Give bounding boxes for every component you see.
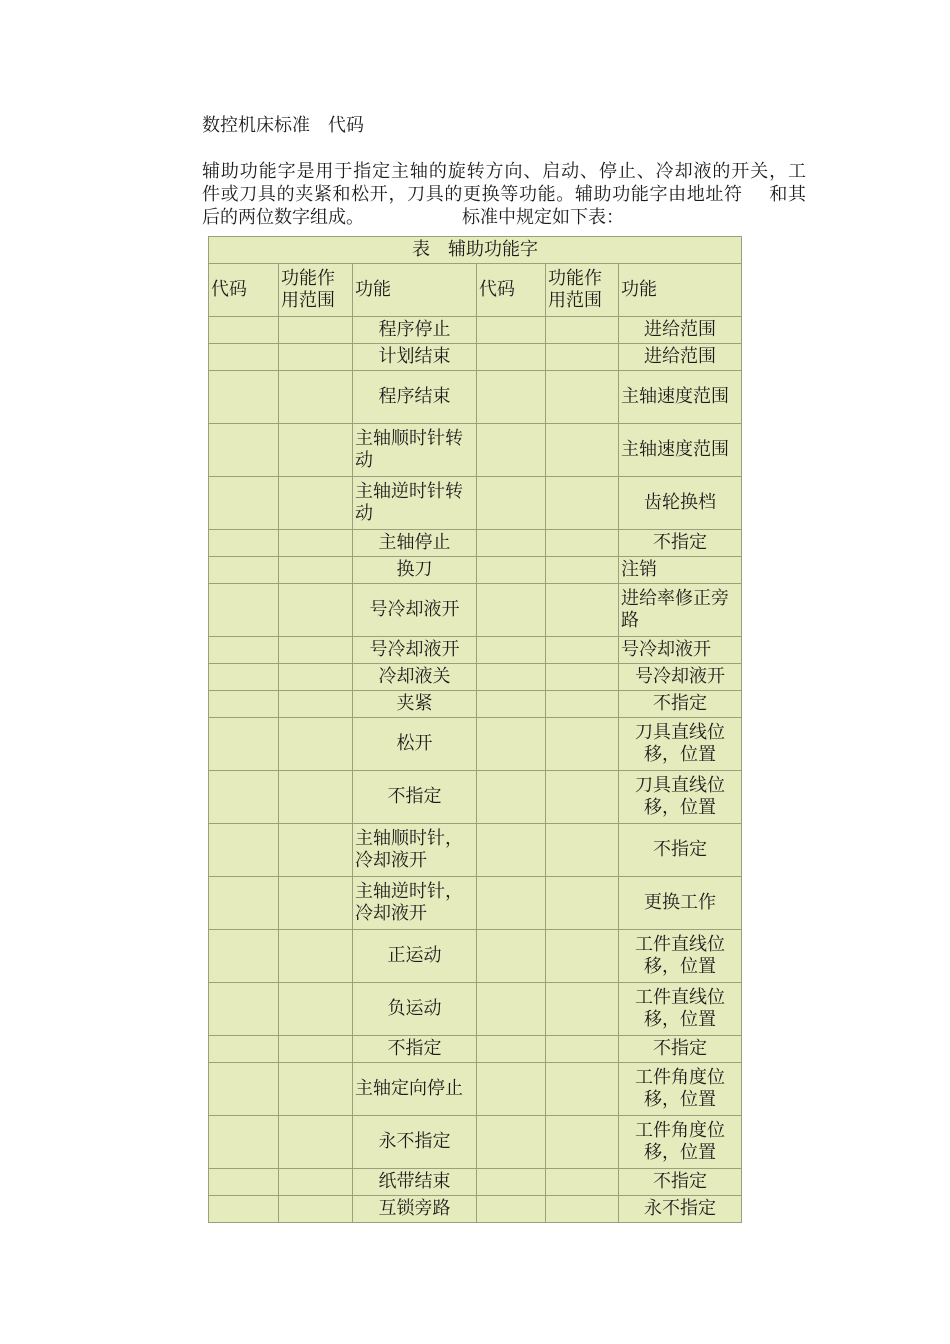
scope-cell bbox=[546, 557, 619, 584]
table-row bbox=[209, 930, 742, 983]
function-cell: 永不指定 bbox=[353, 1116, 477, 1169]
table-row bbox=[209, 771, 742, 824]
code-cell bbox=[209, 983, 279, 1036]
function-cell: 主轴顺时针，冷却液开 bbox=[353, 824, 477, 877]
function-cell: 不指定 bbox=[619, 530, 742, 557]
table-caption: 表 辅助功能字 bbox=[209, 237, 742, 264]
code-cell bbox=[477, 691, 546, 718]
table-row bbox=[209, 983, 742, 1036]
code-cell bbox=[477, 824, 546, 877]
header-code: 代码 bbox=[477, 264, 546, 317]
function-cell: 主轴逆时针转动 bbox=[353, 477, 477, 530]
table-row bbox=[209, 344, 742, 371]
code-cell bbox=[209, 877, 279, 930]
scope-cell bbox=[546, 664, 619, 691]
scope-cell bbox=[279, 317, 353, 344]
function-cell: 号冷却液开 bbox=[619, 664, 742, 691]
table-row bbox=[209, 824, 742, 877]
function-cell: 注销 bbox=[619, 557, 742, 584]
function-cell: 正运动 bbox=[353, 930, 477, 983]
scope-cell bbox=[279, 877, 353, 930]
code-cell bbox=[477, 771, 546, 824]
code-cell bbox=[209, 771, 279, 824]
table-row bbox=[209, 1116, 742, 1169]
scope-cell bbox=[279, 637, 353, 664]
scope-cell bbox=[546, 424, 619, 477]
scope-cell bbox=[546, 584, 619, 637]
code-cell bbox=[477, 1036, 546, 1063]
code-cell bbox=[209, 584, 279, 637]
header-scope: 功能作用范围 bbox=[546, 264, 619, 317]
function-cell: 不指定 bbox=[619, 691, 742, 718]
scope-cell bbox=[546, 1063, 619, 1116]
table-row bbox=[209, 477, 742, 530]
scope-cell bbox=[546, 637, 619, 664]
code-cell bbox=[477, 1063, 546, 1116]
code-cell bbox=[209, 824, 279, 877]
code-cell bbox=[477, 424, 546, 477]
table-row bbox=[209, 1196, 742, 1223]
code-cell bbox=[209, 424, 279, 477]
function-cell: 不指定 bbox=[619, 824, 742, 877]
scope-cell bbox=[279, 691, 353, 718]
function-cell: 主轴定向停止 bbox=[353, 1063, 477, 1116]
code-cell bbox=[209, 530, 279, 557]
function-cell: 纸带结束 bbox=[353, 1169, 477, 1196]
function-cell: 负运动 bbox=[353, 983, 477, 1036]
scope-cell bbox=[279, 424, 353, 477]
code-cell bbox=[477, 983, 546, 1036]
scope-cell bbox=[279, 1036, 353, 1063]
table-row bbox=[209, 530, 742, 557]
function-cell: 永不指定 bbox=[619, 1196, 742, 1223]
scope-cell bbox=[279, 930, 353, 983]
header-scope: 功能作用范围 bbox=[279, 264, 353, 317]
function-cell: 夹紧 bbox=[353, 691, 477, 718]
code-cell bbox=[477, 637, 546, 664]
scope-cell bbox=[546, 718, 619, 771]
code-cell bbox=[477, 877, 546, 930]
function-cell: 松开 bbox=[353, 718, 477, 771]
code-cell bbox=[209, 1169, 279, 1196]
table-row bbox=[209, 691, 742, 718]
scope-cell bbox=[279, 983, 353, 1036]
function-cell: 刀具直线位移，位置 bbox=[619, 771, 742, 824]
header-function: 功能 bbox=[619, 264, 742, 317]
scope-cell bbox=[546, 824, 619, 877]
function-cell: 进给范围 bbox=[619, 317, 742, 344]
function-cell: 不指定 bbox=[619, 1036, 742, 1063]
scope-cell bbox=[546, 771, 619, 824]
table-row bbox=[209, 637, 742, 664]
scope-cell bbox=[546, 930, 619, 983]
code-cell bbox=[477, 930, 546, 983]
function-cell: 号冷却液开 bbox=[619, 637, 742, 664]
scope-cell bbox=[279, 664, 353, 691]
code-cell bbox=[209, 691, 279, 718]
function-cell: 主轴速度范围 bbox=[619, 371, 742, 424]
header-function: 功能 bbox=[353, 264, 477, 317]
scope-cell bbox=[546, 691, 619, 718]
function-cell: 不指定 bbox=[619, 1169, 742, 1196]
scope-cell bbox=[279, 557, 353, 584]
table-row bbox=[209, 1063, 742, 1116]
code-cell bbox=[477, 1169, 546, 1196]
function-cell: 主轴停止 bbox=[353, 530, 477, 557]
intro-line-2: 件或刀具的夹紧和松开，刀具的更换等功能。辅助功能字由地址符 和其 bbox=[202, 184, 807, 205]
scope-cell bbox=[546, 530, 619, 557]
table-row bbox=[209, 1036, 742, 1063]
code-cell bbox=[209, 371, 279, 424]
scope-cell bbox=[279, 344, 353, 371]
code-cell bbox=[477, 557, 546, 584]
table-row bbox=[209, 424, 742, 477]
table-row bbox=[209, 371, 742, 424]
scope-cell bbox=[546, 317, 619, 344]
function-cell: 冷却液关 bbox=[353, 664, 477, 691]
function-cell: 换刀 bbox=[353, 557, 477, 584]
code-cell bbox=[477, 344, 546, 371]
code-cell bbox=[477, 718, 546, 771]
function-cell: 互锁旁路 bbox=[353, 1196, 477, 1223]
code-cell bbox=[209, 930, 279, 983]
function-cell: 号冷却液开 bbox=[353, 637, 477, 664]
function-cell: 进给率修正旁路 bbox=[619, 584, 742, 637]
code-cell bbox=[477, 584, 546, 637]
function-cell: 主轴顺时针转动 bbox=[353, 424, 477, 477]
function-cell: 刀具直线位移，位置 bbox=[619, 718, 742, 771]
function-cell: 程序停止 bbox=[353, 317, 477, 344]
table-row bbox=[209, 557, 742, 584]
code-cell bbox=[477, 664, 546, 691]
intro-paragraph bbox=[202, 160, 806, 229]
function-cell: 主轴速度范围 bbox=[619, 424, 742, 477]
intro-line-3: 后的两位数字组成。 标准中规定如下表： bbox=[202, 207, 624, 228]
function-cell: 工件直线位移，位置 bbox=[619, 930, 742, 983]
scope-cell bbox=[279, 1169, 353, 1196]
scope-cell bbox=[279, 824, 353, 877]
scope-cell bbox=[279, 771, 353, 824]
code-cell bbox=[209, 637, 279, 664]
code-cell bbox=[477, 317, 546, 344]
function-cell: 工件直线位移，位置 bbox=[619, 983, 742, 1036]
scope-cell bbox=[546, 1116, 619, 1169]
function-cell: 齿轮换档 bbox=[619, 477, 742, 530]
scope-cell bbox=[279, 477, 353, 530]
scope-cell bbox=[546, 1169, 619, 1196]
scope-cell bbox=[546, 477, 619, 530]
code-cell bbox=[209, 718, 279, 771]
function-cell: 工件角度位移，位置 bbox=[619, 1063, 742, 1116]
function-cell: 程序结束 bbox=[353, 371, 477, 424]
function-cell: 号冷却液开 bbox=[353, 584, 477, 637]
scope-cell bbox=[546, 1036, 619, 1063]
code-cell bbox=[209, 344, 279, 371]
code-cell bbox=[477, 477, 546, 530]
table-row bbox=[209, 718, 742, 771]
table-row bbox=[209, 584, 742, 637]
function-cell: 工件角度位移，位置 bbox=[619, 1116, 742, 1169]
scope-cell bbox=[546, 983, 619, 1036]
scope-cell bbox=[279, 1196, 353, 1223]
code-cell bbox=[209, 1063, 279, 1116]
code-cell bbox=[477, 371, 546, 424]
table-row bbox=[209, 317, 742, 344]
doc-title: 数控机床标准 代码 bbox=[202, 115, 364, 136]
function-cell: 主轴逆时针，冷却液开 bbox=[353, 877, 477, 930]
scope-cell bbox=[546, 344, 619, 371]
table-row bbox=[209, 664, 742, 691]
scope-cell bbox=[279, 530, 353, 557]
function-cell: 计划结束 bbox=[353, 344, 477, 371]
auxiliary-function-table bbox=[208, 236, 742, 1223]
scope-cell bbox=[279, 371, 353, 424]
scope-cell bbox=[279, 718, 353, 771]
scope-cell bbox=[546, 1196, 619, 1223]
scope-cell bbox=[279, 1116, 353, 1169]
code-cell bbox=[209, 317, 279, 344]
code-cell bbox=[209, 664, 279, 691]
function-cell: 不指定 bbox=[353, 1036, 477, 1063]
function-cell: 进给范围 bbox=[619, 344, 742, 371]
code-cell bbox=[209, 1196, 279, 1223]
code-cell bbox=[209, 557, 279, 584]
scope-cell bbox=[279, 584, 353, 637]
code-cell bbox=[209, 1036, 279, 1063]
code-cell bbox=[477, 530, 546, 557]
table-row bbox=[209, 877, 742, 930]
function-cell: 不指定 bbox=[353, 771, 477, 824]
header-code: 代码 bbox=[209, 264, 279, 317]
scope-cell bbox=[279, 1063, 353, 1116]
code-cell bbox=[477, 1196, 546, 1223]
scope-cell bbox=[546, 877, 619, 930]
code-cell bbox=[477, 1116, 546, 1169]
intro-line-1: 辅助功能字是用于指定主轴的旋转方向、启动、停止、冷却液的开关，工 bbox=[202, 161, 806, 182]
code-cell bbox=[209, 477, 279, 530]
scope-cell bbox=[546, 371, 619, 424]
function-cell: 更换工作 bbox=[619, 877, 742, 930]
code-cell bbox=[209, 1116, 279, 1169]
table-row bbox=[209, 1169, 742, 1196]
